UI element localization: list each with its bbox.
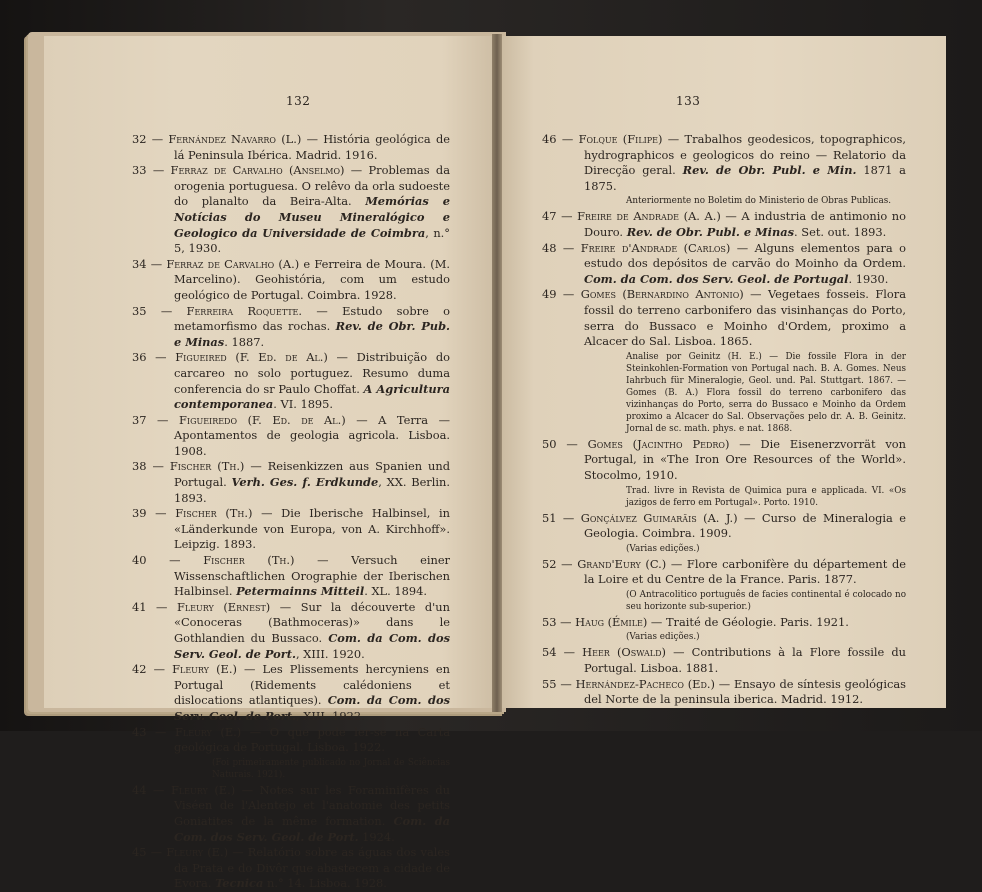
entry-45: 45 — Fleury (E.) — Relatório sobre as águas dos vales da Prata e do Divôr que abastecem a cidade de Evora. Tecnica n.° 14. Lisboa. 1928. — [132, 845, 450, 891]
entry-46-note: Anteriormente no Boletim do Ministerio de Obras Publicas. — [626, 196, 892, 207]
entry-36: 36 — Figueired (F. Ed. de Al.) — Distribuição do carcareo no solo portuguez. Resumo duma conferencia do sr Paulo Choffat. A Agricultura contemporanea. VI. 1895. — [132, 350, 451, 412]
entry-47: 47 — Freire de Andrade (A. A.) — A industria de antimonio no Douro. Rev. de Obr. Publ. e Minas. Set. out. 1893. — [542, 209, 906, 239]
entry-32: 32 — Fernández Navarro (L.) — História geológica de lá Peninsula Ibérica. Madrid. 1916. — [132, 132, 450, 162]
entry-42: 42 — Fleury (E.) — Les Plissements hercyniens en Portugal (Ridements calédoniens et dislocations atlantiques). Com. da Com. dos Serv. Geol. de Port., XIII. 1922. — [132, 662, 450, 723]
entry-40: 40 — Fischer (Th.) — Versuch einer Wissenschaftlichen Orographie der Iberischen Halbinsel. Petermainns Mitteil. XL. 1894. — [132, 553, 450, 599]
entry-50: 50 — Gomes (Jacintho Pedro) — Die Eisenerzvorrät von Portugal, in «The Iron Ore Resources of the World». Stocolmo, 1910. — [542, 436, 907, 482]
page-number: 132 — [286, 94, 311, 108]
entry-41: 41 — Fleury (Ernest) — Sur la découverte d'un «Conoceras (Bathmoceras)» dans le Gothlandien du Bussaco. Com. da Com. dos Serv. Geol. de Port., XIII. 1920. — [132, 599, 450, 661]
entry-33: 33 — Ferraz de Carvalho (Anselmo) — Problemas da orogenia portuguesa. O relêvo da orla sudoeste do planalto da Beira-Alta. Memórias e Notícias do Museu Mineralógico e Geologico da Universidade de Coimbra, n.° 5, 1930. — [132, 163, 451, 256]
entry-38: 38 — Fischer (Th.) — Reisenkizzen aus Spanien und Portugal. Verh. Ges. f. Erdkunde, XX. Berlin. 1893. — [132, 459, 450, 505]
right-page — [498, 36, 946, 708]
entry-51: 51 — Gonçálvez Guimarãis (A. J.) — Curso de Mineralogia e Geologia. Coimbra. 1909. — [542, 510, 906, 541]
book-spine-gutter — [492, 34, 502, 712]
entry-48: 48 — Freire d'Andrade (Carlos) — Alguns elementos para o estudo dos depósitos de carvão do Moinho da Ordem. Com. da Com. dos Serv. Geol. de Portugal. 1930. — [542, 240, 906, 286]
entry-37: 37 — Figueiredo (F. Ed. de Al.) — A Terra — Apontamentos de geologia agricola. Lisboa. 1908. — [132, 412, 450, 458]
left-page — [44, 36, 496, 891]
page-number: 133 — [676, 94, 701, 108]
entry-39: 39 — Fischer (Th.) — Die Iberische Halbinsel, in «Länderkunde von Europa, von A. Kirchhoff». Leipzig. 1893. — [132, 506, 450, 552]
entry-52-note: (O Antracolitico português de facies continental é colocado no seu horizonte sub-superior.) — [626, 589, 906, 612]
entry-46: 46 — Folque (Filipe) — Trabalhos geodesicos, topographicos, hydrographicos e geologicos do reino — Relatorio da Direcção geral. Rev. de Obr. Publ. e Min. 1871 a 1875. — [542, 132, 906, 193]
entry-44: 44 — Fleury (E.) — Notes sur les Foraminifères du Viséen de l'Alentejo et l'anatomie des petits Goniatites de la même formation. Com. da Com. dos Serv. Geol. de Port. 1924. — [132, 782, 450, 844]
entry-43: 43 — Fleury (E.) — O que pode ler-se na Carta geológica de Portugal. Lisboa. 1922. — [132, 724, 450, 755]
entry-54: 54 — Heer (Oswald) — Contributions à la Flore fossile du Portugal. Lisboa. 1881. — [542, 645, 907, 676]
entry-55: 55 — Hernández-Pacheco (Ed.) — Ensayo de síntesis geológicas del Norte de la peninsula iberica. Madrid. 1912. — [542, 676, 906, 707]
entry-52: 52 — Grand'Eury (C.) — Flore carbonifère du département de la Loire et du Centre de la France. Paris. 1877. — [542, 556, 906, 587]
bibliography-list — [542, 132, 906, 708]
entry-51-note: (Varias edições.) — [626, 543, 700, 554]
entry-53-note: (Varias edições.) — [626, 632, 700, 643]
entry-34: 34 — Ferraz de Carvalho (A.) e Ferreira de Moura. (M. Marcelino). Geohistória, com um estudo geológico de Portugal. Coimbra. 1928. — [132, 256, 450, 302]
bibliography-list — [132, 132, 450, 892]
entry-49-note: Analise por Geinitz (H. E.) — Die fossile Flora in der Steinkohlen-Formation von Portugal nach. B. A. Gomes. Neus Iahrbuch für Mineralogie, Geol. und. Pal. Stuttgart. 1867. — Gomes (B. A.) Flora fossil do terreno carbonifero das vizinhanças do Porto, serra do Bussaco e Moinho da Ordem proximo a Alcacer do Sal. Observações pelo dr. A. B. Geinitz. Jornal de sc. math. phys. e nat. 1868. — [626, 351, 906, 434]
entry-50-note: Trad. livre in Revista de Quimica pura e applicada. VI. «Os jazigos de ferro em Portugal». Porto. 1910. — [626, 485, 906, 508]
entry-35: 35 — Ferreira Roquette. — Estudo sobre o metamorfismo das rochas. Rev. de Obr. Pub. e Minas. 1887. — [132, 303, 450, 349]
entry-53: 53 — Haug (Émile) — Traité de Géologie. Paris. 1921. — [542, 614, 849, 629]
entry-43-note: (Foi primeiramente publicado no Jornal de Sciências Naturais. 1921). — [212, 757, 450, 780]
entry-49: 49 — Gomes (Bernardino Antonio) — Vegetaes fosseis. Flora fossil do terreno carbonifero das visinhanças do Porto, serra do Bussaco e Moinho d'Ordem, proximo a Alcacer do Sal. Lisboa. 1865. — [542, 287, 906, 349]
